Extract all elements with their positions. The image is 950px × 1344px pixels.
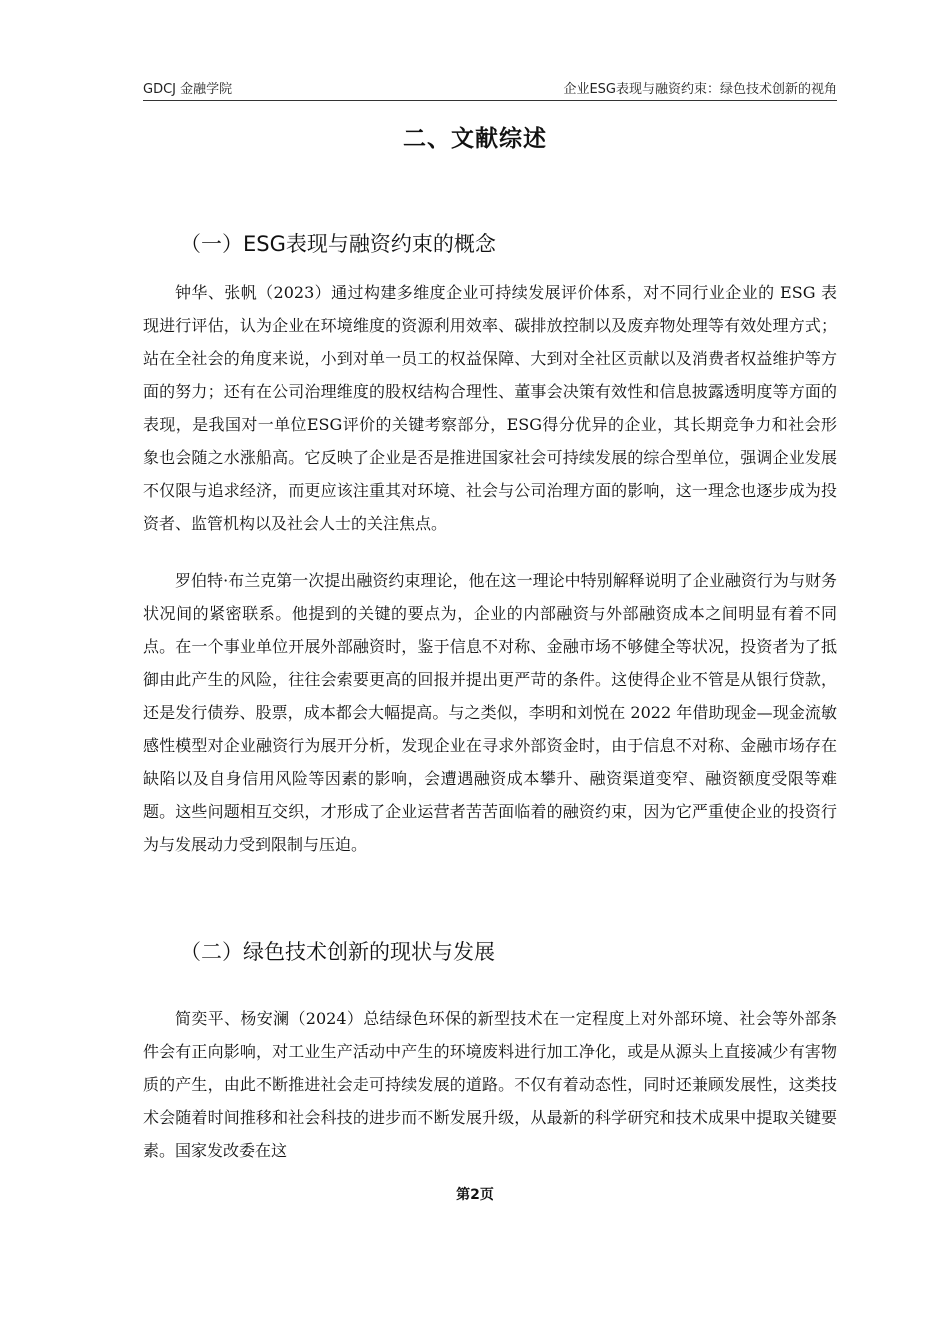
section-title-2: （二）绿色技术创新的现状与发展 bbox=[180, 940, 495, 964]
header-divider bbox=[143, 100, 837, 101]
paragraph-2-1: 简奕平、杨安澜（2024）总结绿色环保的新型技术在一定程度上对外部环境、社会等外部条件会有正向影响，对工业生产活动中产生的环境废料进行加工净化，或是从源头上直接减少有害物质的产生，由此不断推进社会走可持续发展的道路。不仅有着动态性，同时还兼顾发展性，这类技术会随着时间推移和社会科技的进步而不断发展升级，从最新的科学研究和技术成果中提取关键要素。国家发改委在这 bbox=[143, 1009, 837, 1160]
header-paper-title: 企业ESG表现与融资约束：绿色技术创新的视角 bbox=[563, 82, 837, 97]
paragraph-1-2: 罗伯特·布兰克第一次提出融资约束理论，他在这一理论中特别解释说明了企业融资行为与财务状况间的紧密联系。他提到的关键的要点为，企业的内部融资与外部融资成本之间明显有着不同点。在一个事业单位开展外部融资时，鉴于信息不对称、金融市场不够健全等状况，投资者为了抵御由此产生的风险，往往会索要更高的回报并提出更严苛的条件。这使得企业不管是从银行贷款，还是发行债券、股票，成本都会大幅提高。与之类似，李明和刘悦在 2022 年借助现金—现金流敏感性模型对企业融资行为展开分析，发现企业在寻求外部资金时，由于信息不对称、金融市场存在缺陷以及自身信用风险等因素的影响，会遭遇融资成本攀升、融资渠道变窄、融资额度受限等难题。这些问题相互交织，才形成了企业运营者苦苦面临着的融资约束，因为它严重使企业的投资行为与发展动力受到限制与压迫。 bbox=[143, 571, 837, 854]
section-title-1: （一）ESG表现与融资约束的概念 bbox=[180, 232, 496, 256]
chapter-title: 二、文献综述 bbox=[403, 126, 547, 152]
running-header bbox=[143, 78, 837, 100]
header-institution: GDCJ 金融学院 bbox=[143, 82, 233, 97]
paragraph-1-1: 钟华、张帆（2023）通过构建多维度企业可持续发展评价体系，对不同行业企业的 ESG 表现进行评估，认为企业在环境维度的资源利用效率、碳排放控制以及废弃物处理等有效处理方式；站在全社会的角度来说，小到对单一员工的权益保障、大到对全社区贡献以及消费者权益维护等方面的努力；还有在公司治理维度的股权结构合理性、董事会决策有效性和信息披露透明度等方面的表现，是我国对一单位ESG评价的关键考察部分，ESG得分优异的企业，其长期竞争力和社会形象也会随之水涨船高。它反映了企业是否是推进国家社会可持续发展的综合型单位，强调企业发展不仅限与追求经济，而更应该注重其对环境、社会与公司治理方面的影响，这一理念也逐步成为投资者、监管机构以及社会人士的关注焦点。 bbox=[143, 283, 837, 533]
page-number: 第2页 bbox=[456, 1187, 494, 1203]
